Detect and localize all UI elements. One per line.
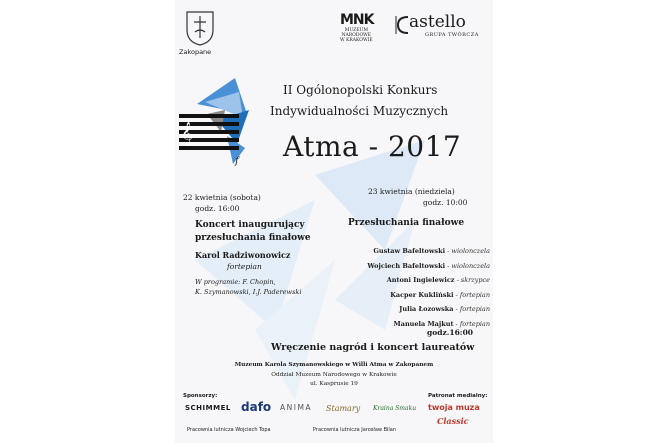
performer-name: Antoni Ingielewicz — [386, 276, 455, 284]
day1-heading-2: przesłuchania finałowe — [195, 233, 311, 243]
sponsor-schimmel-logo: SCHIMMEL — [185, 404, 231, 412]
performer-instrument: fortepian — [459, 290, 490, 299]
sponsor-stamary-logo: Stamary — [326, 404, 361, 413]
venue-line-3: ul. Kasprusie 19 — [310, 381, 358, 387]
day2-date: 23 kwietnia (niedziela) — [368, 187, 455, 196]
castello-logo-subtitle: GRUPA TWÓRCZA — [425, 32, 479, 38]
zakopane-crest-icon — [185, 10, 215, 46]
credit-topa: Pracownia lutnicza Wojciech Topa — [187, 427, 271, 433]
day2-time: godz. 10:00 — [423, 198, 468, 207]
day1-instrument: fortepian — [227, 262, 262, 271]
sponsor-kraina-smaku-logo: Kraina Smaku — [373, 405, 417, 412]
day1-program-1: W programie: F. Chopin, — [195, 278, 276, 286]
zakopane-label: Zakopane — [179, 48, 212, 56]
sponsor-dafo-logo: dafo — [241, 400, 272, 414]
performer-instrument: wiolonczela — [451, 247, 490, 255]
day1-time: godz. 16:00 — [195, 204, 240, 213]
performer-name: Wojciech Bafeltowski — [367, 261, 446, 270]
performer-name: Manuela Majkut — [393, 319, 454, 328]
castello-logo-name: astello — [409, 12, 466, 32]
title-line-1: II Ogólonopolski Konkurs — [283, 83, 438, 97]
day1-performer: Karol Radziwonowicz — [195, 250, 291, 260]
performer-row: Julia Łozowska - fortepian — [399, 305, 490, 313]
performer-list — [350, 238, 490, 328]
performer-instrument: skrzypce — [460, 276, 490, 284]
day1-heading-1: Koncert inaugurujący — [195, 220, 305, 230]
credit-bilan: Pracownia lutnicza Jarosław Bilan — [313, 427, 397, 433]
mnk-logo-text: MUZEUM NARODOWE W KRAKOWIE — [340, 28, 373, 43]
performer-row: Gustaw Bafeltowski - wiolonczela — [373, 247, 490, 255]
svg-text:f: f — [235, 156, 239, 167]
performer-instrument: fortepian — [459, 319, 490, 328]
performer-instrument: wiolonczela — [451, 261, 490, 270]
music-emblem-icon — [177, 74, 257, 170]
final-time: godz.16:00 — [427, 328, 474, 337]
venue-line-2: Oddział Muzeum Narodowego w Krakowie — [271, 372, 397, 378]
title-main: Atma - 2017 — [283, 130, 462, 163]
mnk-logo: MNK — [340, 12, 374, 28]
performer-row: Wojciech Bafeltowski - wiolonczela — [367, 261, 490, 270]
concert-poster — [175, 0, 493, 443]
day1-date: 22 kwietnia (sobota) — [183, 193, 261, 202]
sponsors-label: Sponsorzy: — [183, 393, 218, 399]
svg-text:𝄞: 𝄞 — [181, 121, 193, 145]
performer-name: Julia Łozowska — [399, 305, 454, 313]
performer-name: Gustaw Bafeltowski — [373, 247, 446, 255]
performer-row: Kacper Kukliński - fortepian — [390, 290, 490, 299]
patron-twoja-muza-logo: twoja muza — [428, 403, 480, 412]
final-heading: Wręczenie nagród i koncert laureatów — [271, 342, 475, 353]
performer-row: Manuela Majkut - fortepian — [393, 319, 490, 328]
patron-label: Patronat medialny: — [428, 393, 488, 399]
performer-instrument: fortepian — [459, 305, 490, 313]
sponsor-anima-logo: ANIMA — [280, 403, 313, 412]
performer-row: Antoni Ingielewicz - skrzypce — [386, 276, 490, 284]
title-line-2: Indywidualności Muzycznych — [270, 104, 449, 118]
performer-name: Kacper Kukliński — [390, 290, 454, 299]
patron-classic-logo: Classic — [437, 416, 469, 426]
venue-line-1: Muzeum Karola Szymanowskiego w Willi Atma w Zakopanem — [234, 362, 434, 368]
day1-program-2: K. Szymanowski, I.J. Paderewski — [195, 288, 302, 296]
day2-heading: Przesłuchania finałowe — [348, 218, 465, 228]
